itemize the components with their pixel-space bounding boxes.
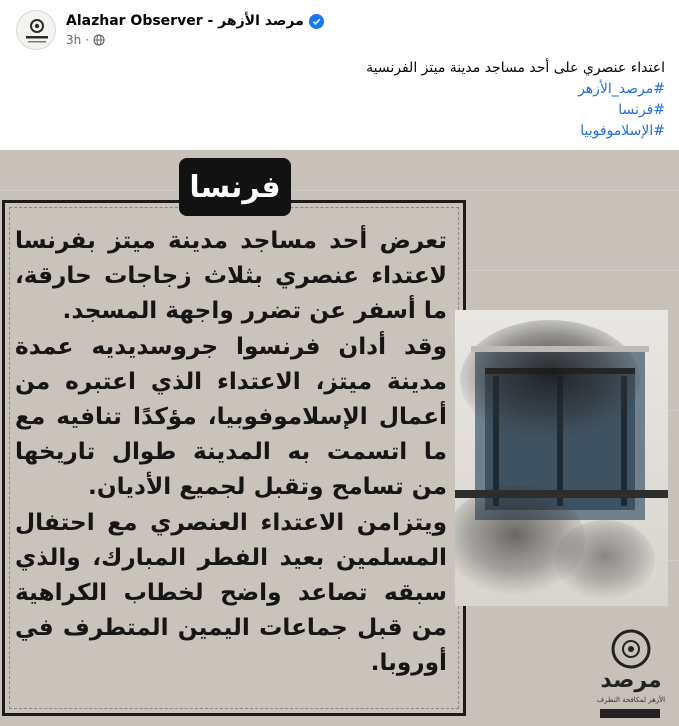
- country-tab: فرنسا: [179, 158, 291, 216]
- page-avatar[interactable]: [16, 10, 56, 50]
- article-frame: [2, 200, 466, 716]
- observatory-logo-icon: [17, 11, 56, 50]
- logo-wordmark: مرصد: [600, 668, 662, 693]
- article-text: [15, 223, 447, 681]
- mosque-window-photo: [455, 310, 668, 606]
- hashtag-link[interactable]: #مرصد_الأزهر: [578, 81, 665, 97]
- article-paragraph: ويتزامن الاعتداء العنصري مع احتفال المسلمين بعيد الفطر المبارك، والذي سبقه تصاعد واضح لخطاب الكراهية من قبل جماعات اليمين المتطرف في أوروبا.: [15, 508, 447, 677]
- author-line: [66, 11, 324, 31]
- logo-subtitle: الأزهر لمكافحة التطرف: [596, 696, 666, 704]
- article-paragraph: تعرض أحد مساجد مدينة ميتز بفرنسا لاعتداء عنصري بثلاث زجاجات حارقة، ما أسفر عن تضرر واجهة المسجد.: [15, 227, 447, 325]
- post-header: [0, 0, 679, 56]
- hashtag-link[interactable]: #فرنسا: [618, 102, 665, 118]
- page-name-link[interactable]: Alazhar Observer - مرصد الأزهر: [66, 13, 304, 29]
- verified-badge-icon: [309, 14, 324, 29]
- post-meta: [66, 33, 105, 47]
- meta-separator: ·: [85, 33, 90, 47]
- globe-icon[interactable]: [93, 34, 105, 46]
- hashtag-link[interactable]: #الإسلاموفوبيا: [580, 123, 665, 139]
- post-image[interactable]: [0, 150, 679, 726]
- observatory-logo: [590, 625, 672, 720]
- post-body: [0, 58, 665, 142]
- post-timestamp[interactable]: 3h: [66, 33, 82, 47]
- post-caption: اعتداء عنصري على أحد مساجد مدينة ميتز الفرنسية: [366, 60, 665, 76]
- article-paragraph: وقد أدان فرنسوا جروسديديه عمدة مدينة ميتز، الاعتداء الذي اعتبره من أعمال الإسلاموفوبيا، مؤكدًا تنافيه مع ما اتسمت به المدينة طوال تاريخها من تسامح وتقبل لجميع الأديان.: [15, 332, 447, 501]
